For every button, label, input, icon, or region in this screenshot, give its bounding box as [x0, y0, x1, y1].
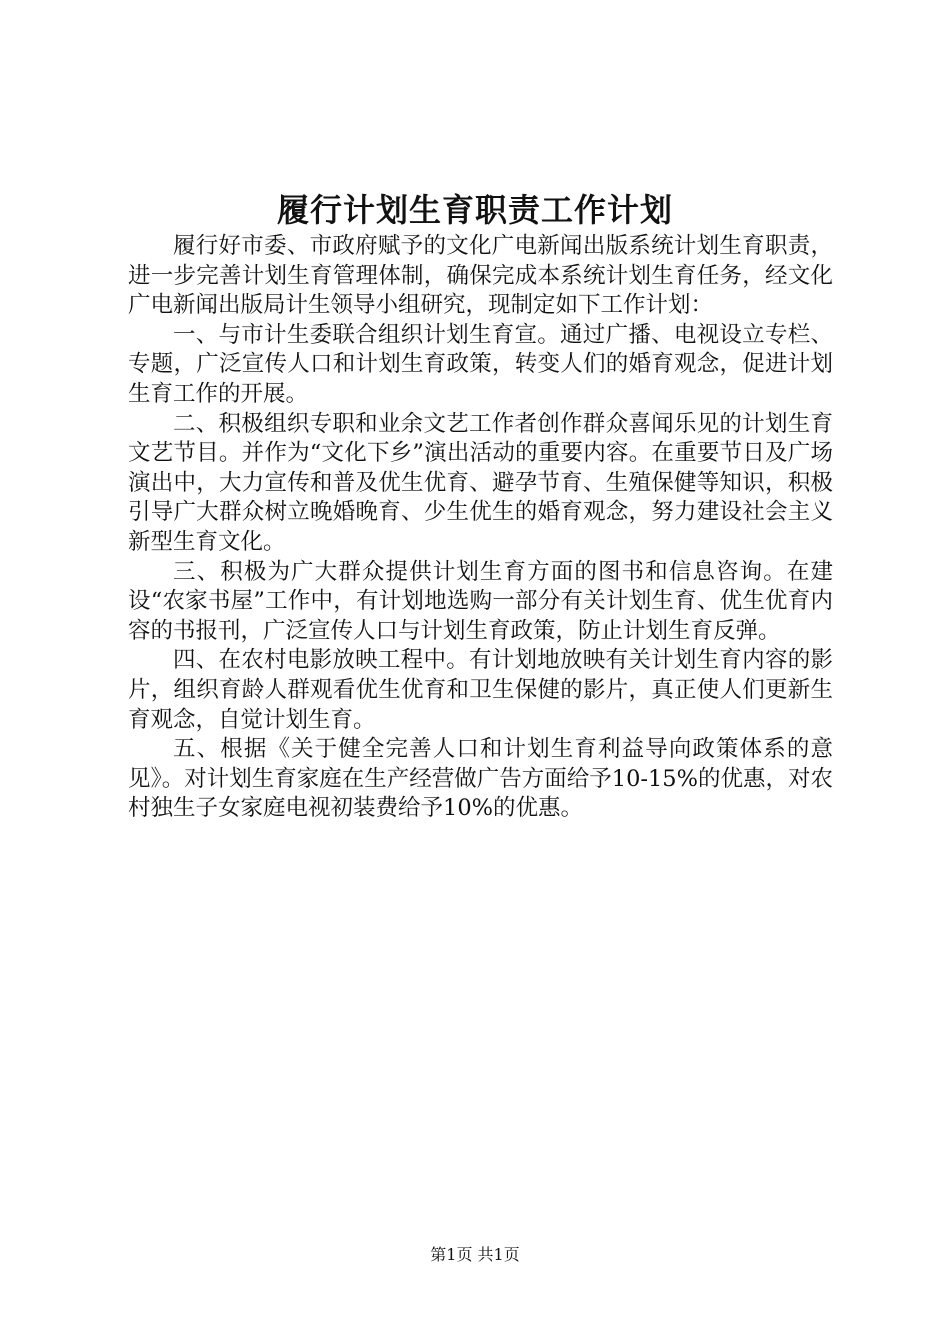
paragraph-intro: 履行好市委、市政府赋予的文化广电新闻出版系统计划生育职责，进一步完善计划生育管理体制，确保完成本系统计划生育任务，经文化广电新闻出版局计生领导小组研究，现制定如下工作计划：: [128, 233, 833, 319]
page-number-footer: 第1页 共1页: [430, 1245, 520, 1264]
paragraph-item-2: 二、积极组织专职和业余文艺工作者创作群众喜闻乐见的计划生育文艺节目。并作为“文化下乡”演出活动的重要内容。在重要节日及广场演出中，大力宣传和普及优生优育、避孕节育、生殖保健等知识，积极引导广大群众树立晚婚晚育、少生优生的婚育观念，努力建设社会主义新型生育文化。: [128, 410, 833, 555]
paragraph-item-3: 三、积极为广大群众提供计划生育方面的图书和信息咨询。在建设“农家书屋”工作中，有计划地选购一部分有关计划生育、优生优育内容的书报刊，广泛宣传人口与计划生育政策，防止计划生育反弹。: [128, 558, 833, 644]
document-title: 履行计划生育职责工作计划: [276, 191, 673, 229]
paragraph-item-4: 四、在农村电影放映工程中。有计划地放映有关计划生育内容的影片，组织育龄人群观看优生优育和卫生保健的影片，真正使人们更新生育观念，自觉计划生育。: [128, 647, 833, 733]
paragraph-item-1: 一、与市计生委联合组织计划生育宣。通过广播、电视设立专栏、专题，广泛宣传人口和计划生育政策，转变人们的婚育观念，促进计划生育工作的开展。: [128, 321, 833, 407]
paragraph-item-5: 五、根据《关于健全完善人口和计划生育利益导向政策体系的意见》。对计划生育家庭在生产经营做广告方面给予10-15%的优惠，对农村独生子女家庭电视初装费给予10%的优惠。: [128, 736, 833, 822]
document-body: [128, 232, 833, 824]
